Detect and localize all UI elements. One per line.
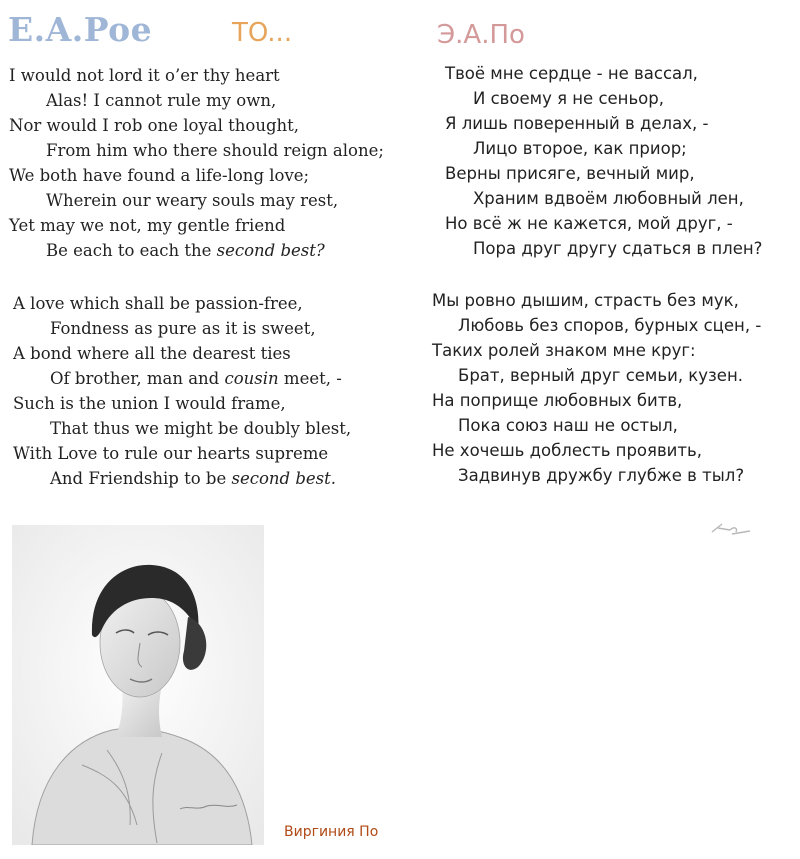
author-heading: E.A.Poe — [8, 10, 153, 49]
russian-stanza-2 — [432, 288, 761, 488]
poem-line: Yet may we not, my gentle friend — [9, 216, 286, 235]
italic-phrase: second best? — [216, 241, 325, 260]
poem-title: TO... — [232, 18, 293, 48]
poem-line: Пока союз наш не остыл, — [458, 416, 678, 435]
poem-line: A bond where all the dearest ties — [13, 344, 291, 363]
poem-line — [13, 366, 351, 391]
russian-stanza-1 — [445, 61, 762, 261]
poem-line: Но всё ж не кажется, мой друг, - — [445, 214, 733, 233]
poem-line — [9, 238, 384, 263]
signature-mark — [708, 516, 754, 538]
poem-line: That thus we might be doubly blest, — [50, 419, 352, 438]
poem-line: We both have found a life-long love; — [9, 166, 310, 185]
poem-line: Храним вдвоём любовный лен, — [473, 189, 744, 208]
poem-line — [13, 466, 351, 491]
portrait-drawing — [12, 525, 264, 845]
poem-line: Твоё мне сердце - не вассал, — [445, 64, 698, 83]
poem-line: Не хочешь доблесть проявить, — [432, 441, 702, 460]
poem-line: И своему я не сеньор, — [473, 89, 664, 108]
poem-line: Лицо второе, как приор; — [473, 139, 687, 158]
poem-line: From him who there should reign alone; — [46, 141, 384, 160]
poem-line: I would not lord it o’er thy heart — [9, 66, 280, 85]
poem-line: Such is the union I would frame, — [13, 394, 286, 413]
poem-line: Пора друг другу сдаться в плен? — [473, 239, 763, 258]
poem-line: Мы ровно дышим, страсть без мук, — [432, 291, 739, 310]
portrait-caption: Виргиния По — [284, 824, 379, 840]
poem-line-text: Of brother, man and — [50, 369, 225, 388]
poem-line: With Love to rule our hearts supreme — [13, 444, 329, 463]
english-stanza-1 — [9, 63, 384, 263]
italic-phrase: second best. — [231, 469, 336, 488]
poem-line: Alas! I cannot rule my own, — [46, 91, 277, 110]
poem-line: Nor would I rob one loyal thought, — [9, 116, 300, 135]
poem-line: Брат, верный друг семьи, кузен. — [458, 366, 743, 385]
poem-line: A love which shall be passion-free, — [13, 294, 303, 313]
poem-line: Верны присяге, вечный мир, — [445, 164, 695, 183]
poem-line-text: Be each to each the — [46, 241, 217, 260]
ru-author-heading: Э.А.По — [437, 20, 525, 50]
poem-line: На поприще любовных битв, — [432, 391, 683, 410]
italic-phrase: cousin — [224, 369, 279, 388]
poem-line-text: And Friendship to be — [50, 469, 232, 488]
poem-line: Fondness as pure as it is sweet, — [50, 319, 316, 338]
poem-line: Задвинув дружбу глубже в тыл? — [458, 466, 745, 485]
poem-line: Wherein our weary souls may rest, — [46, 191, 339, 210]
poem-line-text: meet, - — [278, 369, 342, 388]
poem-line: Таких ролей знаком мне круг: — [432, 341, 696, 360]
poem-line: Я лишь поверенный в делах, - — [445, 114, 709, 133]
poem-line: Любовь без споров, бурных сцен, - — [458, 316, 762, 335]
portrait-image — [12, 525, 264, 845]
english-stanza-2 — [13, 291, 351, 491]
